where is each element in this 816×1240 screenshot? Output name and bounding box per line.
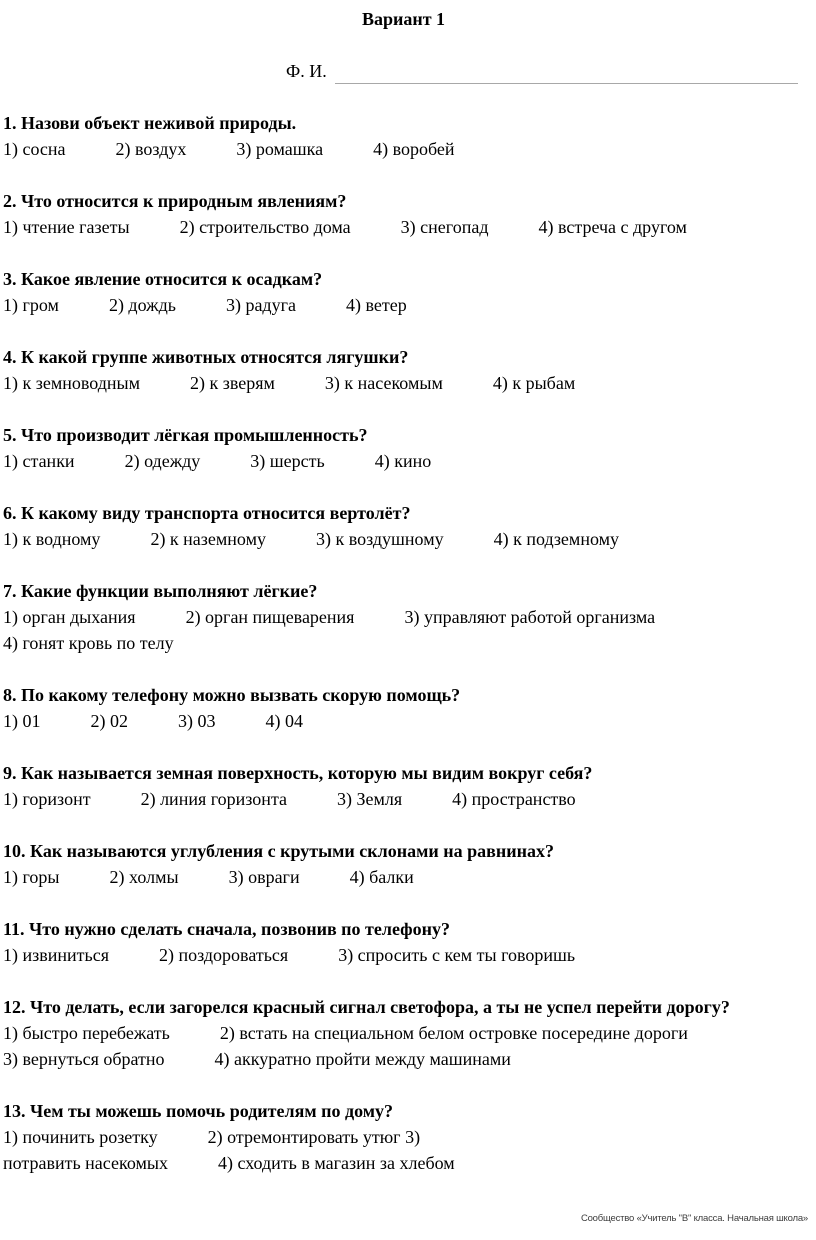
options-line — [3, 942, 804, 968]
option: 3) Земля — [337, 789, 403, 809]
option: 3) вернуться обратно — [3, 1049, 165, 1069]
question-block — [3, 266, 804, 318]
option: 3) к воздушному — [315, 529, 444, 549]
option: 2) воздух — [115, 139, 187, 159]
name-underline — [335, 61, 798, 84]
option: потравить насекомых — [3, 1153, 168, 1173]
question-block — [3, 500, 804, 552]
option: 4) к рыбам — [492, 373, 576, 393]
question-block — [3, 760, 804, 812]
question-heading: 7. Какие функции выполняют лёгкие? — [3, 581, 318, 601]
option: 1) гром — [3, 295, 59, 315]
question-heading: 3. Какое явление относится к осадкам? — [3, 269, 323, 289]
options-line — [3, 1046, 804, 1072]
option: 2) дождь — [108, 295, 176, 315]
question-heading: 10. Как называются углубления с крутыми склонами на равнинах? — [3, 841, 554, 861]
question-heading: 4. К какой группе животных относятся лягушки? — [3, 347, 409, 367]
option: 1) починить розетку — [3, 1127, 158, 1147]
question-block — [3, 916, 804, 968]
option: 4) ветер — [345, 295, 407, 315]
question-block — [3, 110, 804, 162]
option: 2) линия горизонта — [140, 789, 288, 809]
option: 3) к насекомым — [324, 373, 443, 393]
name-label: Ф. И. — [286, 61, 327, 81]
option: 4) аккуратно пройти между машинами — [214, 1049, 511, 1069]
option: 4) воробей — [373, 139, 455, 159]
question-block — [3, 344, 804, 396]
question-heading: 13. Чем ты можешь помочь родителям по дому? — [3, 1101, 393, 1121]
options-line — [3, 292, 804, 318]
option: 2) поздороваться — [158, 945, 289, 965]
page-title: Вариант 1 — [361, 9, 446, 29]
question-heading: 5. Что производит лёгкая промышленность? — [3, 425, 368, 445]
option: 2) 02 — [90, 711, 128, 731]
options-line — [3, 786, 804, 812]
option: 1) станки — [3, 451, 75, 471]
question-heading: 6. К какому виду транспорта относится вертолёт? — [3, 503, 411, 523]
option: 1) горы — [3, 867, 60, 887]
options-line — [3, 370, 804, 396]
option: 4) гонят кровь по телу — [3, 633, 174, 653]
option: 1) чтение газеты — [3, 217, 130, 237]
option: 4) 04 — [265, 711, 303, 731]
footer-credit: Сообщество «Учитель "В" класса. Начальная школа» — [580, 1213, 808, 1224]
option: 4) сходить в магазин за хлебом — [217, 1153, 455, 1173]
option: 4) пространство — [452, 789, 576, 809]
option: 2) холмы — [109, 867, 179, 887]
name-row — [286, 58, 798, 84]
option: 1) орган дыхания — [3, 607, 136, 627]
options-line — [3, 448, 804, 474]
options-line — [3, 864, 804, 890]
option: 2) к зверям — [190, 373, 275, 393]
question-block — [3, 578, 804, 656]
options-line — [3, 1020, 804, 1046]
option: 1) быстро перебежать — [3, 1023, 170, 1043]
question-heading: 9. Как называется земная поверхность, которую мы видим вокруг себя? — [3, 763, 593, 783]
question-block — [3, 422, 804, 474]
option: 1) к земноводным — [3, 373, 140, 393]
option: 1) 01 — [3, 711, 41, 731]
option: 3) овраги — [228, 867, 300, 887]
option: 3) снегопад — [400, 217, 489, 237]
option: 2) строительство дома — [179, 217, 351, 237]
options-line — [3, 708, 804, 734]
option: 3) 03 — [178, 711, 216, 731]
option: 3) ромашка — [236, 139, 324, 159]
option: 1) извиниться — [3, 945, 109, 965]
option: 3) управляют работой организма — [404, 607, 656, 627]
question-heading: 11. Что нужно сделать сначала, позвонив по телефону? — [3, 919, 451, 939]
option: 4) кино — [374, 451, 432, 471]
question-heading: 12. Что делать, если загорелся красный сигнал светофора, а ты не успел перейти дорогу? — [3, 997, 730, 1017]
options-line — [3, 1150, 804, 1176]
option: 1) сосна — [3, 139, 66, 159]
options-line — [3, 214, 804, 240]
question-block — [3, 188, 804, 240]
question-heading: 8. По какому телефону можно вызвать скорую помощь? — [3, 685, 461, 705]
options-line — [3, 1124, 804, 1150]
questions-list — [3, 110, 804, 1176]
question-block — [3, 1098, 804, 1176]
options-line — [3, 136, 804, 162]
option: 2) встать на специальном белом островке посередине дороги — [219, 1023, 688, 1043]
option: 3) спросить с кем ты говоришь — [338, 945, 576, 965]
option: 3) шерсть — [250, 451, 325, 471]
option: 1) горизонт — [3, 789, 91, 809]
option: 2) орган пищеварения — [185, 607, 355, 627]
question-block — [3, 838, 804, 890]
option: 4) встреча с другом — [538, 217, 687, 237]
options-line — [3, 526, 804, 552]
option: 4) балки — [349, 867, 414, 887]
option: 2) одежду — [124, 451, 201, 471]
options-line — [3, 604, 804, 630]
option: 2) отремонтировать утюг 3) — [207, 1127, 421, 1147]
option: 1) к водному — [3, 529, 101, 549]
option: 4) к подземному — [493, 529, 619, 549]
question-heading: 1. Назови объект неживой природы. — [3, 113, 297, 133]
question-block — [3, 994, 804, 1072]
question-block — [3, 682, 804, 734]
question-heading: 2. Что относится к природным явлениям? — [3, 191, 347, 211]
option: 3) радуга — [225, 295, 296, 315]
option: 2) к наземному — [150, 529, 266, 549]
options-line — [3, 630, 804, 656]
